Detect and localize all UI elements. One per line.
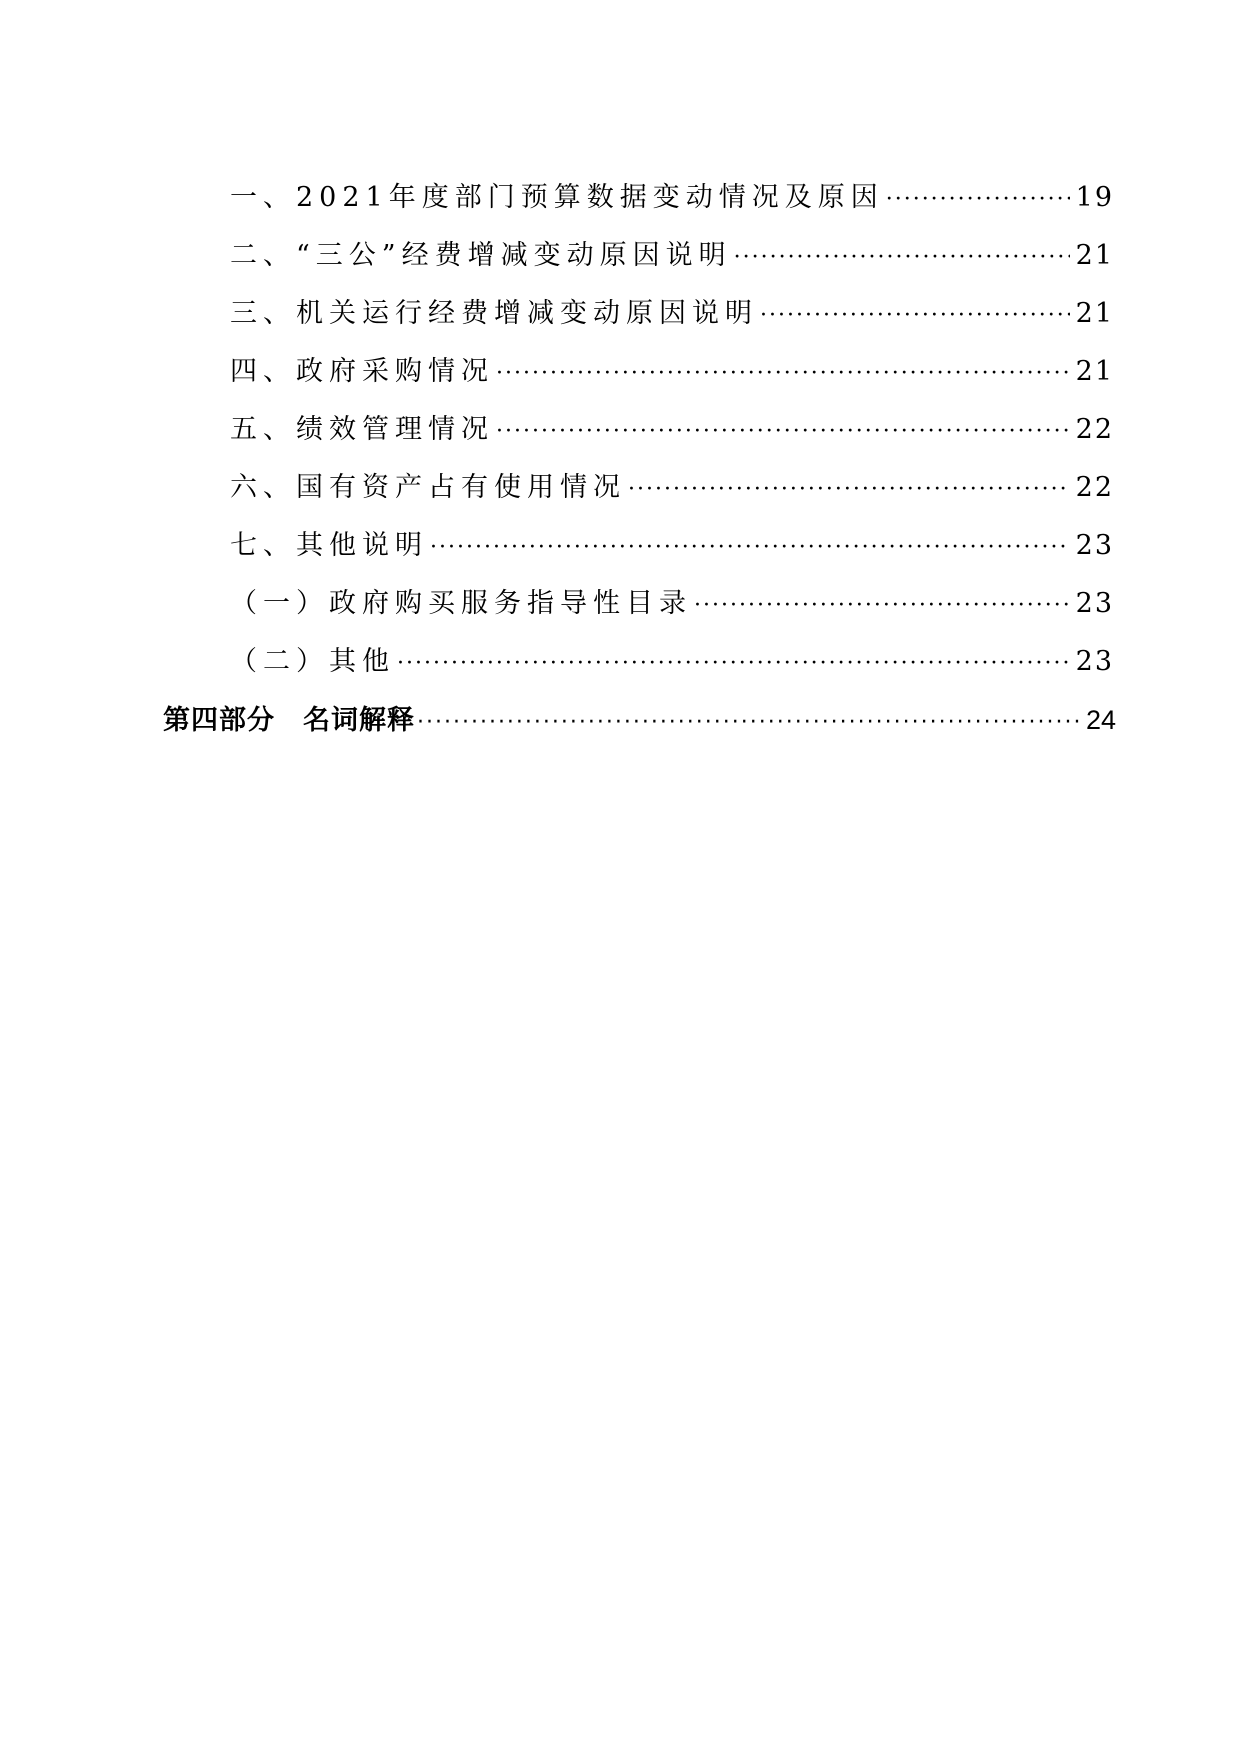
toc-entry-other[interactable] [230,642,1114,682]
dot-leader [417,703,1080,743]
dot-leader [628,470,1070,510]
toc-entry-three-public-expenses[interactable] [230,236,1114,276]
toc-page-number: 21 [1075,298,1114,329]
toc-page-number: 19 [1075,182,1114,213]
toc-entry-label: （一）政府购买服务指导性目录 [230,588,692,619]
toc-entry-service-catalog[interactable] [230,584,1114,624]
toc-entry-part-four-glossary[interactable] [163,700,1116,740]
toc-entry-operating-expenses[interactable] [230,294,1114,334]
toc-entry-label: 三、机关运行经费增减变动原因说明 [230,298,758,329]
toc-page-number: 22 [1075,472,1114,503]
dot-leader [694,586,1070,626]
toc-entry-label: 二、“三公”经费增减变动原因说明 [230,240,732,271]
toc-entry-label: 五、绩效管理情况 [230,414,494,445]
toc-page-number: 21 [1075,240,1114,271]
dot-leader [496,412,1070,452]
toc-page-number: 23 [1075,530,1114,561]
toc-entry-label: 七、其他说明 [230,530,428,561]
toc-entry-label: 第四部分 名词解释 [163,705,415,736]
dot-leader [886,180,1070,220]
toc-entry-other-notes[interactable] [230,526,1114,566]
toc-page-number: 23 [1075,588,1114,619]
toc-page-number: 23 [1075,646,1114,677]
toc-entry-budget-changes[interactable] [230,178,1114,218]
dot-leader [760,296,1070,336]
toc-page-number: 24 [1085,705,1116,735]
toc-entry-state-assets[interactable] [230,468,1114,508]
dot-leader [734,238,1070,278]
dot-leader [397,644,1070,684]
dot-leader [430,528,1070,568]
toc-page-number: 21 [1075,356,1114,387]
toc-page-number: 22 [1075,414,1114,445]
toc-entry-label: 六、国有资产占有使用情况 [230,472,626,503]
dot-leader [496,354,1070,394]
toc-entry-label: 一、2021年度部门预算数据变动情况及原因 [230,182,884,213]
toc-entry-label: 四、政府采购情况 [230,356,494,387]
toc-entry-government-procurement[interactable] [230,352,1114,392]
toc-entry-label: （二）其他 [230,646,395,677]
toc-entry-performance-management[interactable] [230,410,1114,450]
